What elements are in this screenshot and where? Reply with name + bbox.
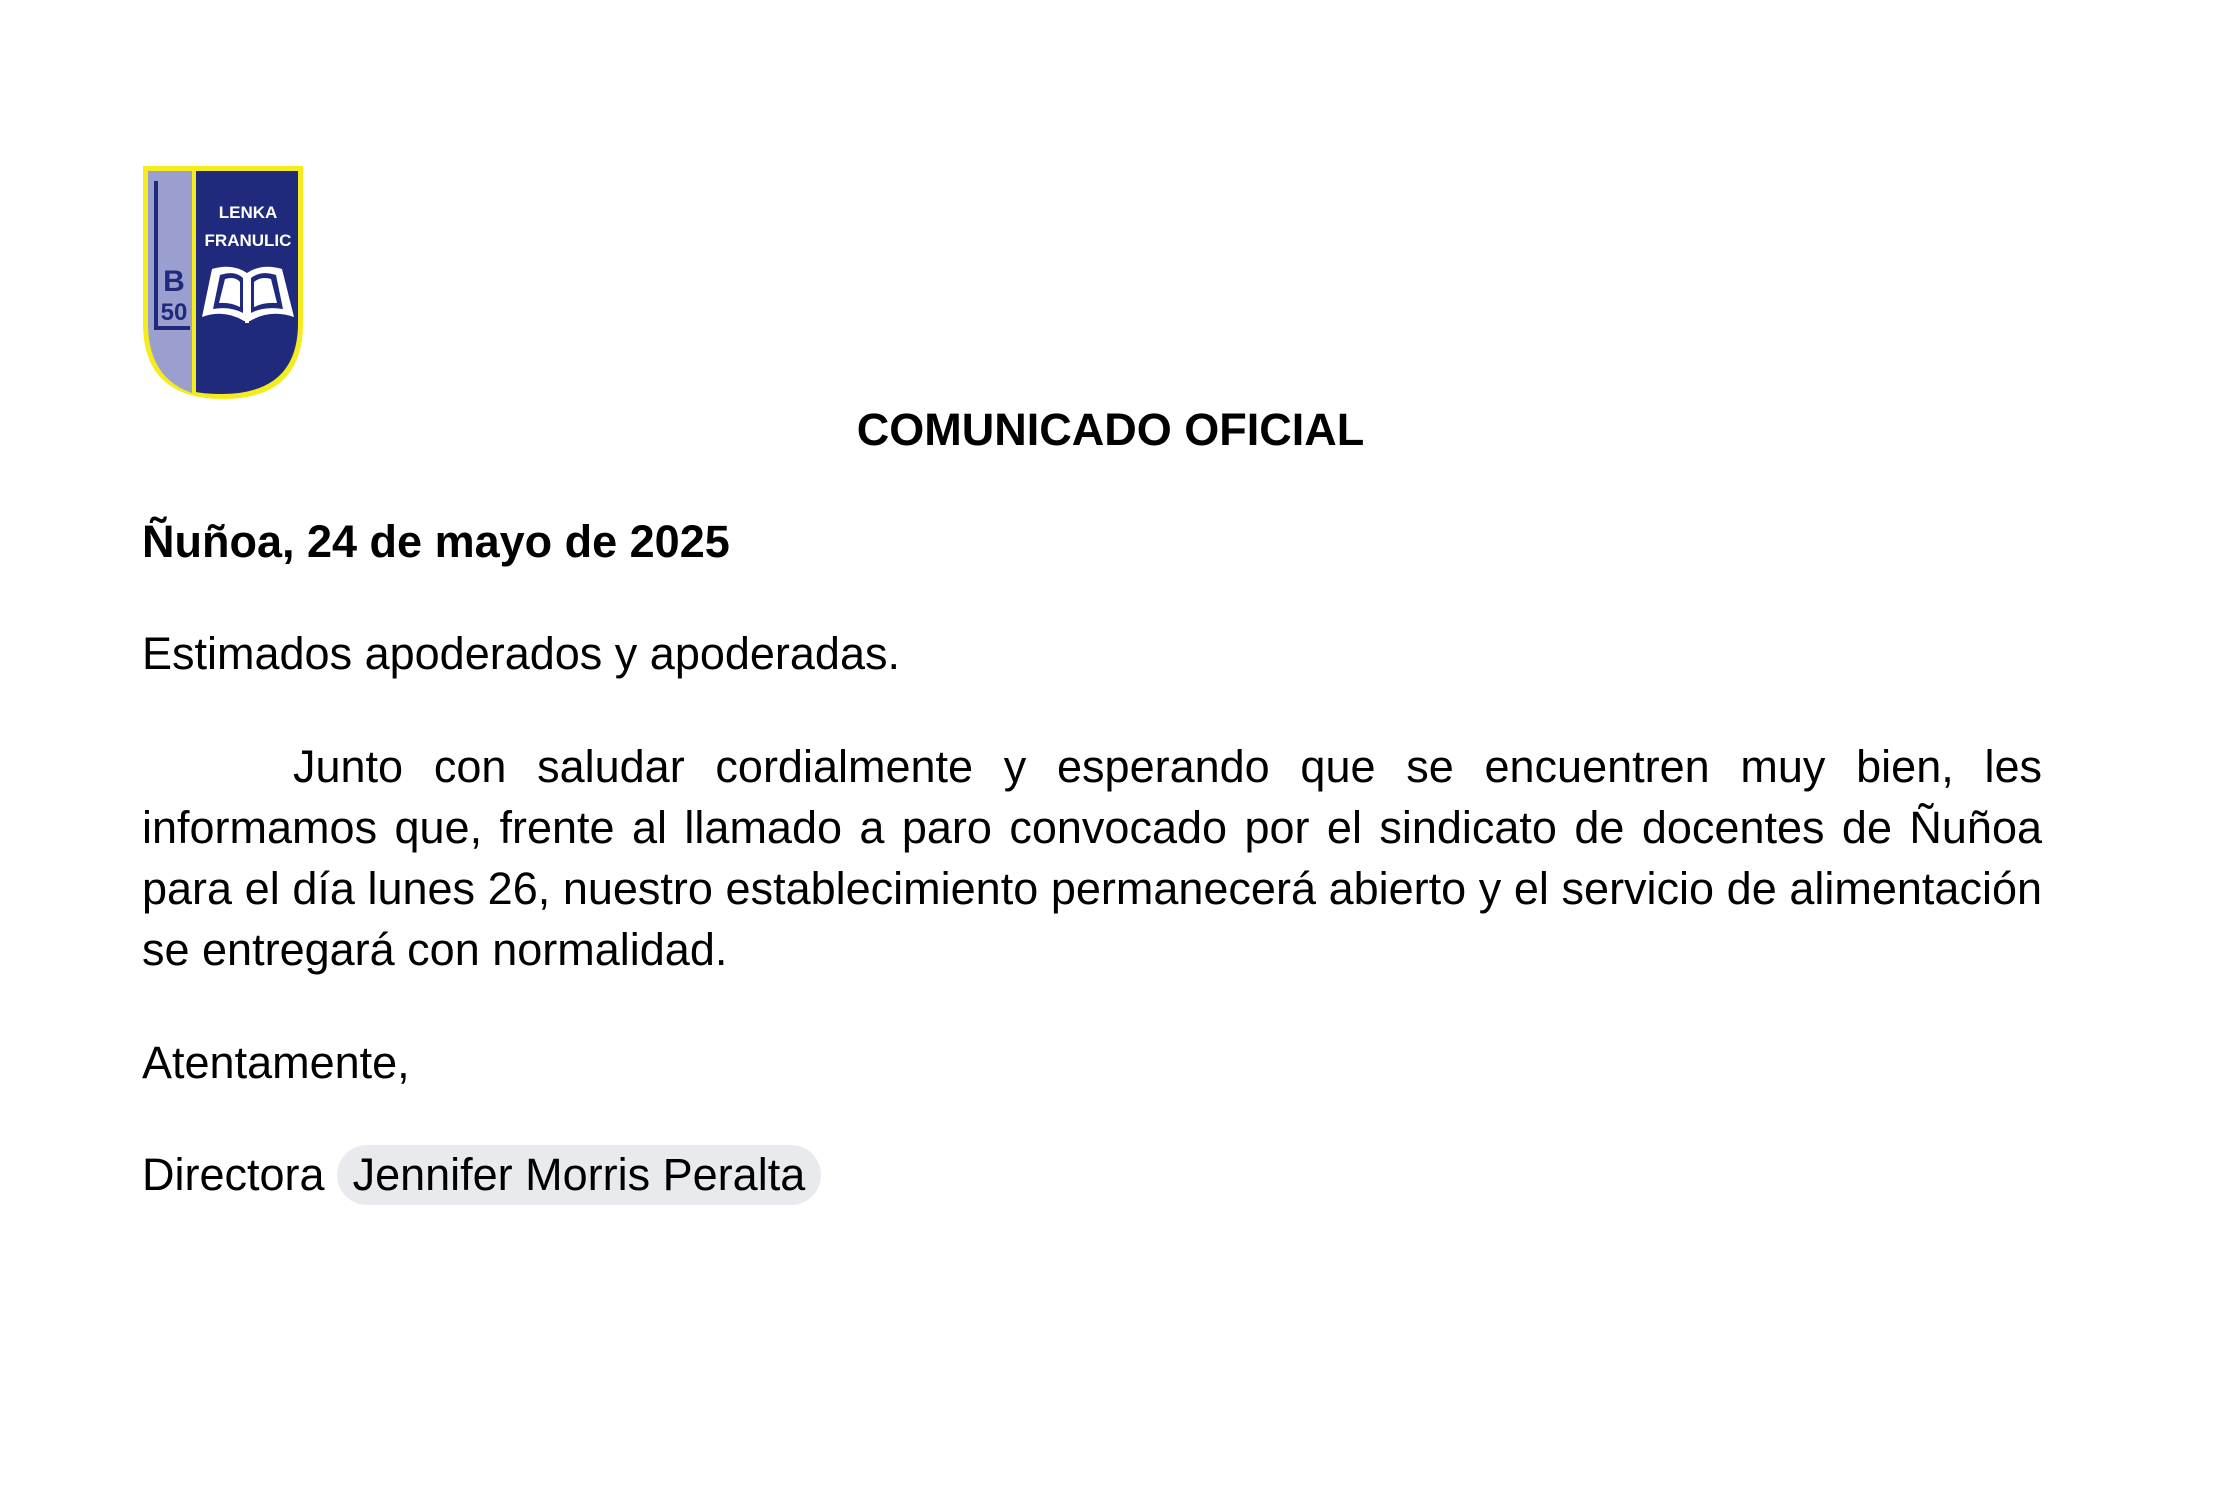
- signature-name-chip[interactable]: Jennifer Morris Peralta: [337, 1145, 822, 1205]
- place-date: Ñuñoa, 24 de mayo de 2025: [142, 516, 730, 567]
- crest-letter: B: [163, 265, 185, 298]
- school-crest-logo: [140, 163, 306, 403]
- crest-number: 50: [160, 299, 188, 326]
- greeting: Estimados apoderados y apoderadas.: [142, 628, 900, 679]
- signature-line: [142, 1145, 821, 1205]
- document-title: COMUNICADO OFICIAL: [856, 404, 1365, 455]
- body-paragraph: Junto con saludar cordialmente y esperando que se encuentren muy bien, les informamos que, frente al llamado a paro convocado por el sindicato de docentes de Ñuñoa para el día lunes 26, nuestro establecimiento permanecerá abierto y el servicio de alimentación se entregará con normalidad.: [142, 741, 2042, 975]
- crest-line2: FRANULIC: [204, 231, 292, 250]
- signature-role: Directora: [142, 1149, 325, 1200]
- crest-line1: LENKA: [218, 203, 278, 222]
- crest-shield-icon: [140, 163, 306, 403]
- closing: Atentamente,: [142, 1037, 410, 1088]
